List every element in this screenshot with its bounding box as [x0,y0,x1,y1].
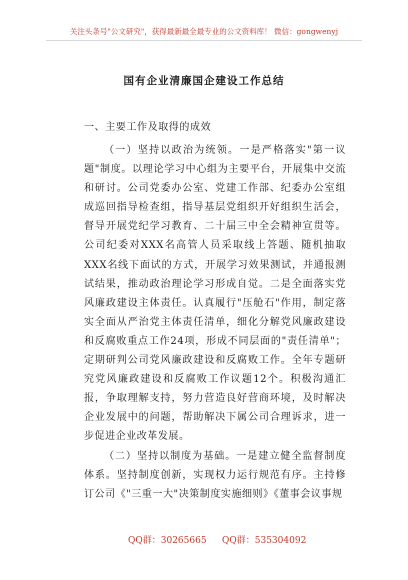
header-divider [46,40,362,41]
document-title: 国有企业清廉国企建设工作总结 [123,75,285,87]
paragraph-1: （一）坚持以政治为统领。一是严格落实"第一议题"制度。以理论学习中心组为主要平台，开展集中交流和研讨。公司党委办公室、党建工作部、纪委办公室组成巡回指导检查组，指导基层党组织开好组织生活会，督导开展党纪学习教育、二十届三中全会精神宣贯等。公司纪委对XXX名高管人员采取线上答题、随机抽取XXX名线下面试的方式，开展学习效果测试，并通报测试结果，推动政治理论学习形成自觉。二是全面落实党风廉政建设主体责任。认真履行"压舱石"作用，制定落实全面从严治党主体责任清单，细化分解党风廉政建设和反腐败重点工作24项，形成不同层面的"责任清单"；定期研判公司党风廉政建设和反腐败工作。全年专题研究党风廉政建设和反腐败工作议题12个。积极沟通汇报，争取理解支持，努力营造良好营商环境，及时解决企业发展中的问题，帮助解决下属公司合理诉求，进一步促进企业改革发展。 [84,145,346,443]
footer-qq-group-1: QQ群：30265665 [128,536,207,546]
section-heading: 一、主要工作及取得的成效 [84,122,212,133]
header-banner: 关注头条号"公文研究"，获得最新最全最专业的公文资料库！ 微信：gongwenyj [69,27,339,36]
document-body [84,141,346,504]
paragraph-2: （二）坚持以制度为基础。一是建立健全监督制度体系。坚持制度创新，实现权力运行规范有序。主持修订公司《"三重一大"决策制度实施细则》《董事会议事规 [84,450,346,500]
footer-qq-group-2: QQ群：535304092 [222,536,307,546]
